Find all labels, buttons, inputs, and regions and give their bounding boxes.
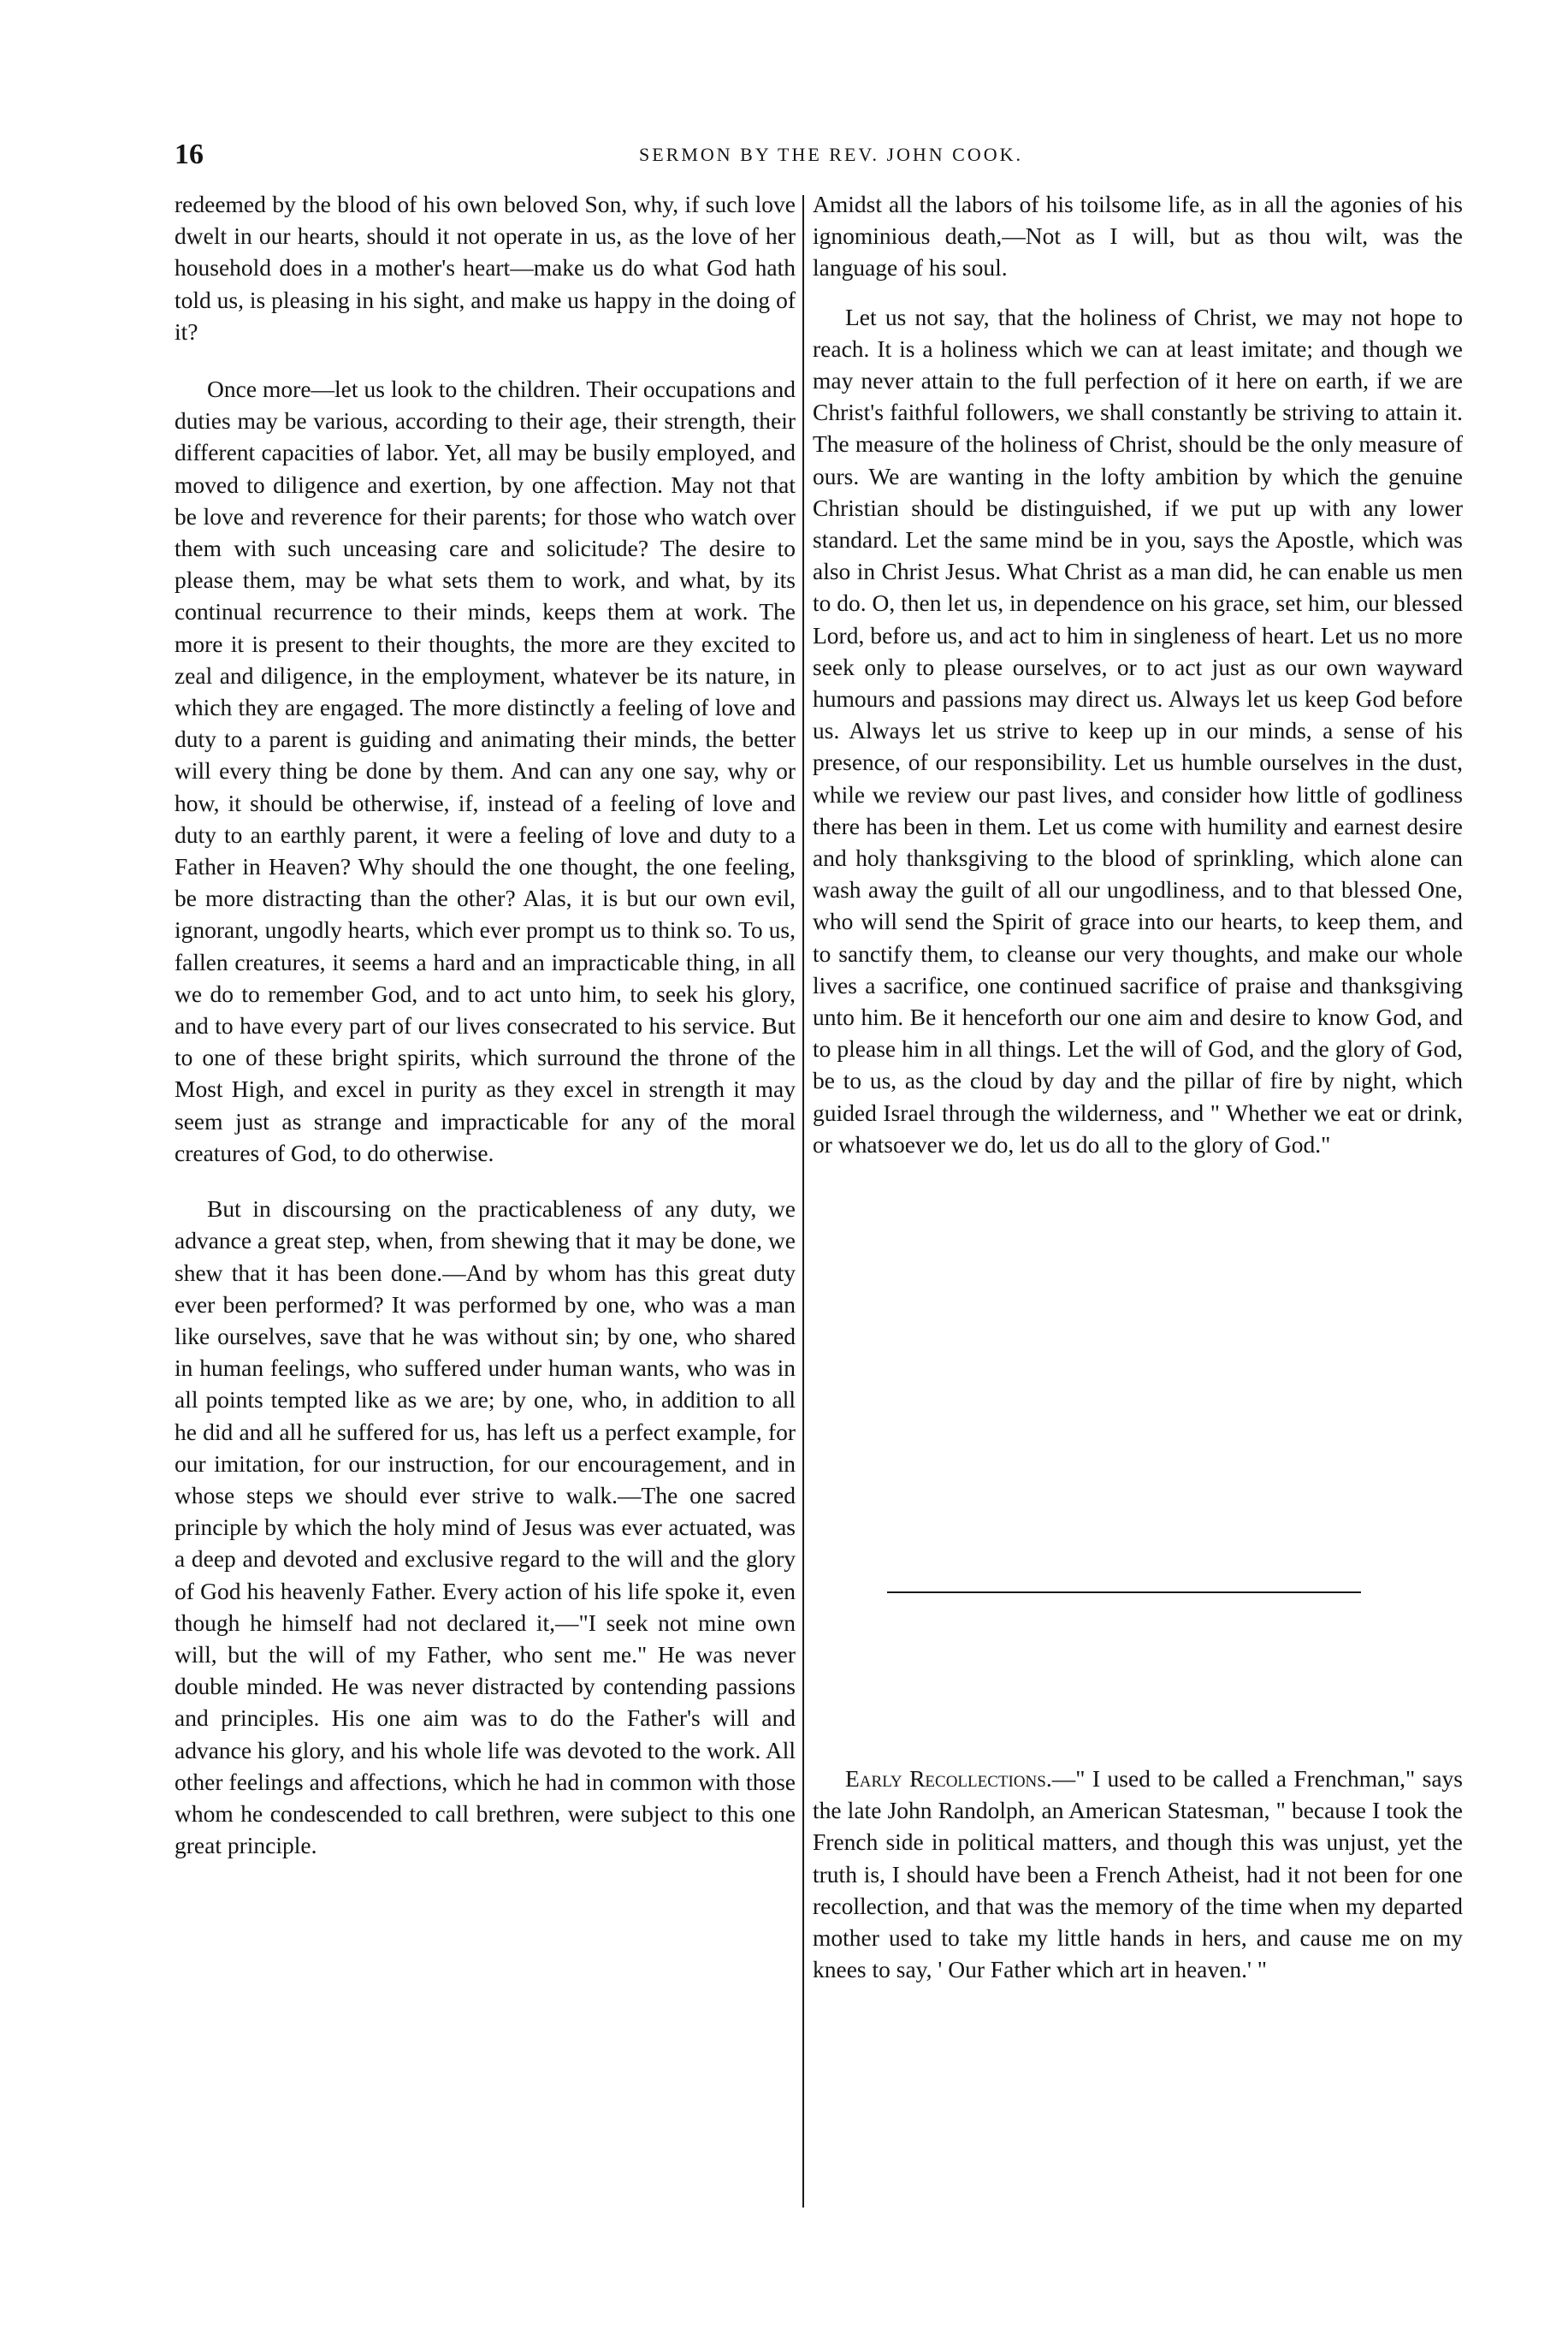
anecdote-title: Early Recollections.	[845, 1765, 1052, 1792]
page-header	[175, 139, 1488, 181]
paragraph: But in discoursing on the practicableness of any duty, we advance a great step, when, from shewing that it may be done, we shew that it has been done.—And by whom has this great duty ever been performed? It was performed by one, who was a man like ourselves, save that he was without sin; by one, who shared in human feelings, who suffered under human wants, who was in all points tempted like as we are; by one, who, in addition to all he did and all he suffered for us, has left us a perfect example, for our imitation, for our instruction, for our encouragement, and in whose steps we should ever strive to walk.—The one sacred principle by which the holy mind of Jesus was ever actuated, was a deep and devoted and exclusive regard to the will and the glory of God his heavenly Father. Every action of his life spoke it, even though he himself had not declared it,—"I seek not mine own will, but the will of my Father, who sent me." He was never double minded. He was never distracted by contending passions and principles. His one aim was to do the Father's will and advance his glory, and his whole life was devoted to the work. All other feelings and affections, which he had in common with those whom he condescended to call brethren, were subject to this one great principle.	[175, 1195, 796, 1859]
paragraph: Let us not say, that the holiness of Christ, we may not hope to reach. It is a holiness which we can at least imitate; and though we may never attain to the full perfection of it here on earth, if we are Christ's faithful followers, we shall constantly be striving to attain it. The measure of the holiness of Christ, should be the only measure of ours. We are wanting in the lofty ambition by which the genuine Christian should be distinguished, if we put up with any lower standard. Let the same mind be in you, says the Apostle, which was also in Christ Jesus. What Christ as a man did, he can enable us men to do. O, then let us, in dependence on his grace, set him, our blessed Lord, before us, and act to him in singleness of heart. Let us no more seek only to please ourselves, or to act just as our own wayward humours and passions may direct us. Always let us keep God before us. Always let us strive to keep up in our minds, a sense of his presence, of our responsibility. Let us humble ourselves in the dust, while we review our past lives, and consider how little of godliness there has been in them. Let us come with humility and earnest desire and holy thanksgiving to the blood of sprinkling, which alone can wash away the guilt of all our ungodliness, and to that blessed One, who will send the Spirit of grace into our hearts, to keep them, and to sanctify them, to cleanse our very thoughts, and make our whole lives a sacrifice, one continued sacrifice of praise and thanksgiving unto him. Be it henceforth our one aim and desire to know God, and to please him in all things. Let the will of God, and the glory of God, be to us, as the cloud by day and the pillar of fire by night, which guided Israel through the wilderness, and " Whether we eat or drink, or whatsoever we do, let us do all to the glory of God."	[813, 303, 1463, 1158]
anecdote-section	[813, 1763, 1463, 1985]
column-divider	[802, 195, 804, 2208]
right-column	[813, 188, 1463, 1179]
section-rule	[887, 1591, 1361, 1593]
left-column	[175, 188, 796, 1880]
paragraph: redeemed by the blood of his own beloved Son, why, if such love dwelt in our hearts, should it not operate in us, as the love of her household does in a mother's heart—make us do what God hath told us, is pleasing in his sight, and make us happy in the doing of it?	[175, 191, 796, 345]
paragraph: Amidst all the labors of his toilsome life, as in all the agonies of his ignominious death,—Not as I will, but as thou wilt, was the language of his soul.	[813, 191, 1463, 282]
anecdote-text: —" I used to be called a Frenchman," says the late John Randolph, an American Statesman, " because I took the French side in political matters, and though this was unjust, yet the truth is, I should have been a French Atheist, had it not been for one recollection, and that was the memory of the time when my departed mother used to take my little hands in hers, and cause me on my knees to say, ' Our Father which art in heaven.' "	[813, 1765, 1463, 1983]
running-head: SERMON BY THE REV. JOHN COOK.	[638, 144, 1024, 165]
page-number: 16	[175, 139, 204, 170]
anecdote-paragraph	[813, 1763, 1463, 1985]
paragraph: Once more—let us look to the children. Their occupations and duties may be various, according to their age, their strength, their different capacities of labor. Yet, all may be busily employed, and moved to diligence and exertion, by one affection. May not that be love and reverence for their parents; for those who watch over them with such unceasing care and solicitude? The desire to please them, may be what sets them to work, and what, by its continual recurrence to their minds, keeps them at work. The more it is present to their thoughts, the more are they excited to zeal and diligence, in the employment, whatever be its nature, in which they are engaged. The more distinctly a feeling of love and duty to a parent is guiding and animating their minds, the better will every thing be done by them. And can any one say, why or how, it should be otherwise, if, instead of a feeling of love and duty to an earthly parent, it were a feeling of love and duty to a Father in Heaven? Why should the one thought, the one feeling, be more distracting than the other? Alas, it is but our own evil, ignorant, ungodly hearts, which ever prompt us to think so. To us, fallen creatures, it seems a hard and an impracticable thing, in all we do to remember God, and to act unto him, to seek his glory, and to have every part of our lives consecrated to his service. But to one of these bright spirits, which surround the throne of the Most High, and excel in purity as they excel in strength it may seem just as strange and impracticable for any of the moral creatures of God, to do otherwise.	[175, 376, 796, 1166]
